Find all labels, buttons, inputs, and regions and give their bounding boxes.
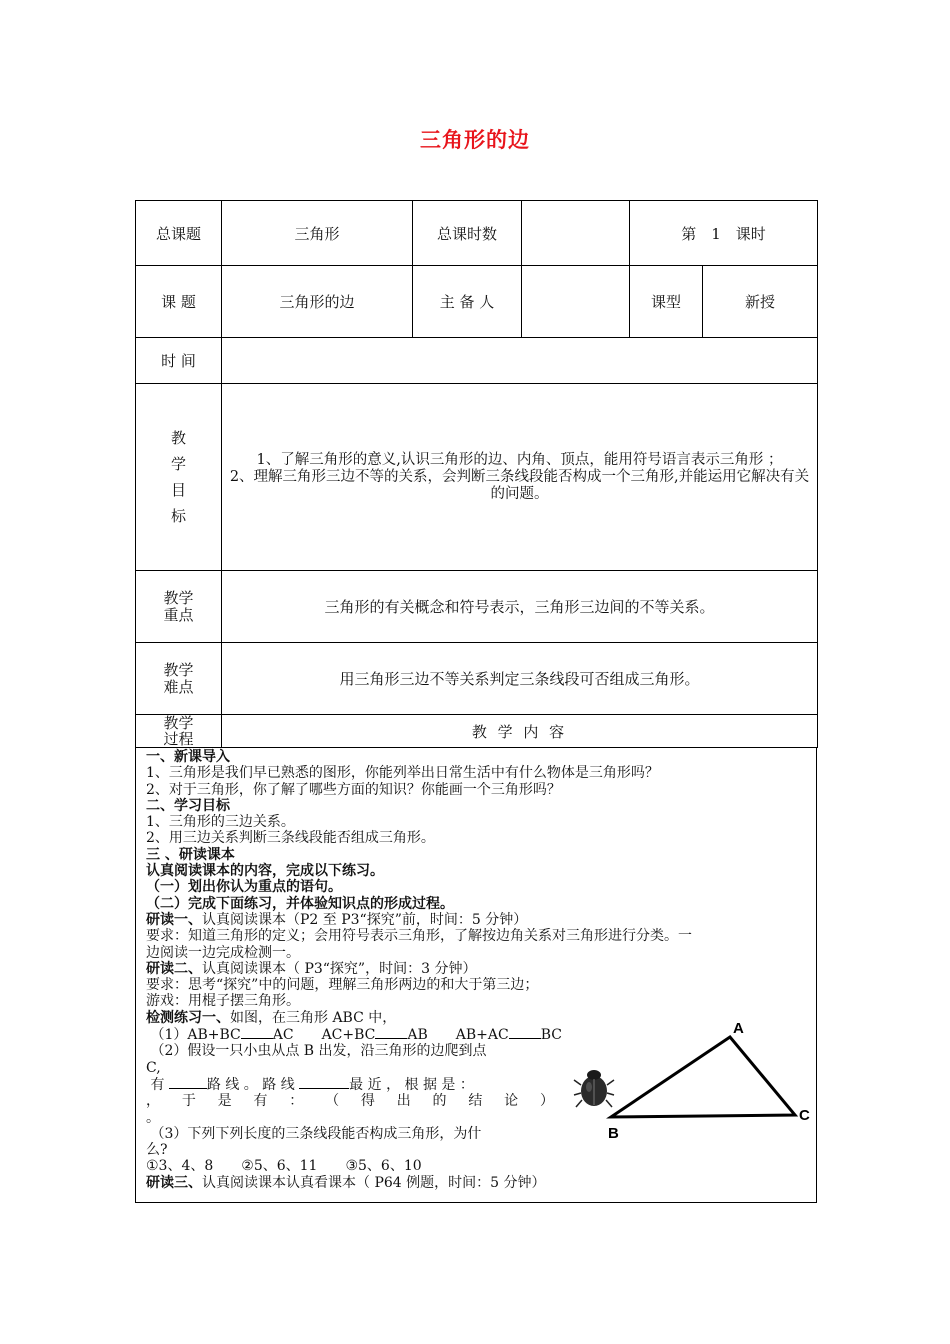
reading-two: 研读二、认真阅读课本（ P3“探究”，时间：3 分钟） <box>146 960 477 977</box>
process-header: 教 学 内 容 <box>222 715 818 748</box>
text-line: 边阅读一边完成检测一。 <box>146 944 300 961</box>
page-title: 三角形的边 <box>420 127 530 152</box>
row-course <box>136 201 818 266</box>
text-line: 2、对于三角形，你了解了哪些方面的知识？你能画一个三角形吗？ <box>146 781 561 798</box>
label-total-hours: 总课时数 <box>413 201 522 266</box>
text-line: 么? <box>146 1142 168 1159</box>
text-line: 1、三角形的三边关系。 <box>146 814 295 831</box>
text-line: （二）完成下面练习，并体验知识点的形成过程。 <box>146 895 454 912</box>
label-lesson: 课 题 <box>136 266 222 338</box>
text-line: （一）划出你认为重点的语句。 <box>146 879 342 896</box>
answer-blank[interactable] <box>299 1076 349 1089</box>
reading-three: 研读三、认真阅读课本认真看课本（ P64 例题，时间：5 分钟） <box>146 1174 546 1191</box>
lesson-name: 三角形的边 <box>222 266 413 338</box>
label-course: 总课题 <box>136 201 222 266</box>
goal-item: 1、了解三角形的意义,认识三角形的边、内角、顶点，能用符号语言表示三角形 ； <box>256 451 783 468</box>
total-hours-value <box>522 201 630 266</box>
row-lesson <box>136 266 818 338</box>
vertex-label-a: A <box>733 1020 744 1037</box>
vertex-label-c: C <box>799 1107 810 1124</box>
triangle-abc-figure <box>596 1017 818 1147</box>
lesson-type-value: 新授 <box>703 266 818 338</box>
label-goals: 教 学 目 标 <box>136 384 222 571</box>
answer-blank[interactable] <box>169 1076 207 1089</box>
label-preparer: 主 备 人 <box>413 266 522 338</box>
row-focus <box>136 571 818 643</box>
section-title: 一、新课导入 <box>146 749 230 765</box>
course-topic: 三角形 <box>222 201 413 266</box>
row-goals <box>136 384 818 571</box>
text-line: 要求：思考“探究”中的问题，理解三角形两边的和大于第三边； <box>146 977 539 994</box>
row-time <box>136 338 818 384</box>
section-title: 二、学习目标 <box>146 797 230 814</box>
goal-item: 2、理解三角形三边不等的关系，会判断三条线段能否构成一个三角形,并能运用它解决有关的问题。 <box>229 468 810 502</box>
reading-one: 研读一、认真阅读课本（P2 至 P3“探究”前，时间：5 分钟） <box>146 911 528 928</box>
difficulty-text: 用三角形三边不等关系判定三条线段可否组成三角形。 <box>222 643 818 715</box>
time-value <box>222 338 818 384</box>
exercise-q2-conclusion: ， 于 是 有 ： （ 得 出 的 结 论 ） <box>146 1093 554 1110</box>
text-line: C, <box>146 1059 161 1076</box>
label-difficulty: 教学 难点 <box>136 643 222 715</box>
text-line: 认真阅读课本的内容，完成以下练习。 <box>146 863 384 880</box>
exercise-q3-options: ①3、4、8 ②5、6、11 ③5、6、10 <box>146 1158 422 1175</box>
period-number: 第 1 课时 <box>630 201 818 266</box>
text-line: （3）下列下列长度的三条线段能否构成三角形，为什 <box>150 1125 482 1142</box>
section-title: 三 、研读课本 <box>146 846 235 863</box>
text-line: 1、三角形是我们早已熟悉的图形，你能列举出日常生活中有什么物体是三角形吗？ <box>146 765 659 782</box>
focus-text: 三角形的有关概念和符号表示，三角形三边间的不等关系。 <box>222 571 818 643</box>
text-line: 游戏：用棍子摆三角形。 <box>146 993 300 1010</box>
text-line: （2）假设一只小虫从点 B 出发，沿三角形的边爬到点 <box>150 1043 487 1060</box>
lesson-plan-table <box>135 200 818 748</box>
teaching-content <box>135 747 817 1203</box>
vertex-label-b: B <box>608 1125 619 1142</box>
answer-blank[interactable] <box>509 1026 541 1039</box>
label-time: 时 间 <box>136 338 222 384</box>
text-line: 。 <box>146 1109 160 1126</box>
triangle-shape <box>611 1037 795 1117</box>
label-focus: 教学 重点 <box>136 571 222 643</box>
preparer-value <box>522 266 630 338</box>
row-process <box>136 715 818 748</box>
goals-text <box>222 384 818 571</box>
answer-blank[interactable] <box>375 1026 407 1039</box>
exercise-q2-blanks: 有 路 线 。 路 线 最 近 ， 根 据 是 ： <box>150 1076 474 1093</box>
exercise-one: 检测练习一、如图，在三角形 ABC 中， <box>146 1009 397 1026</box>
text-line: 要求：知道三角形的定义；会用符号表示三角形，了解按边角关系对三角形进行分类。一 <box>146 928 692 945</box>
label-lesson-type: 课型 <box>630 266 703 338</box>
row-difficulty <box>136 643 818 715</box>
label-process: 教学 过程 <box>136 715 222 748</box>
answer-blank[interactable] <box>241 1026 273 1039</box>
text-line: 2、用三边关系判断三条线段能否组成三角形。 <box>146 830 435 847</box>
exercise-q1: （1）AB+BC AC AC+BC AB AB+AC BC <box>150 1027 563 1044</box>
